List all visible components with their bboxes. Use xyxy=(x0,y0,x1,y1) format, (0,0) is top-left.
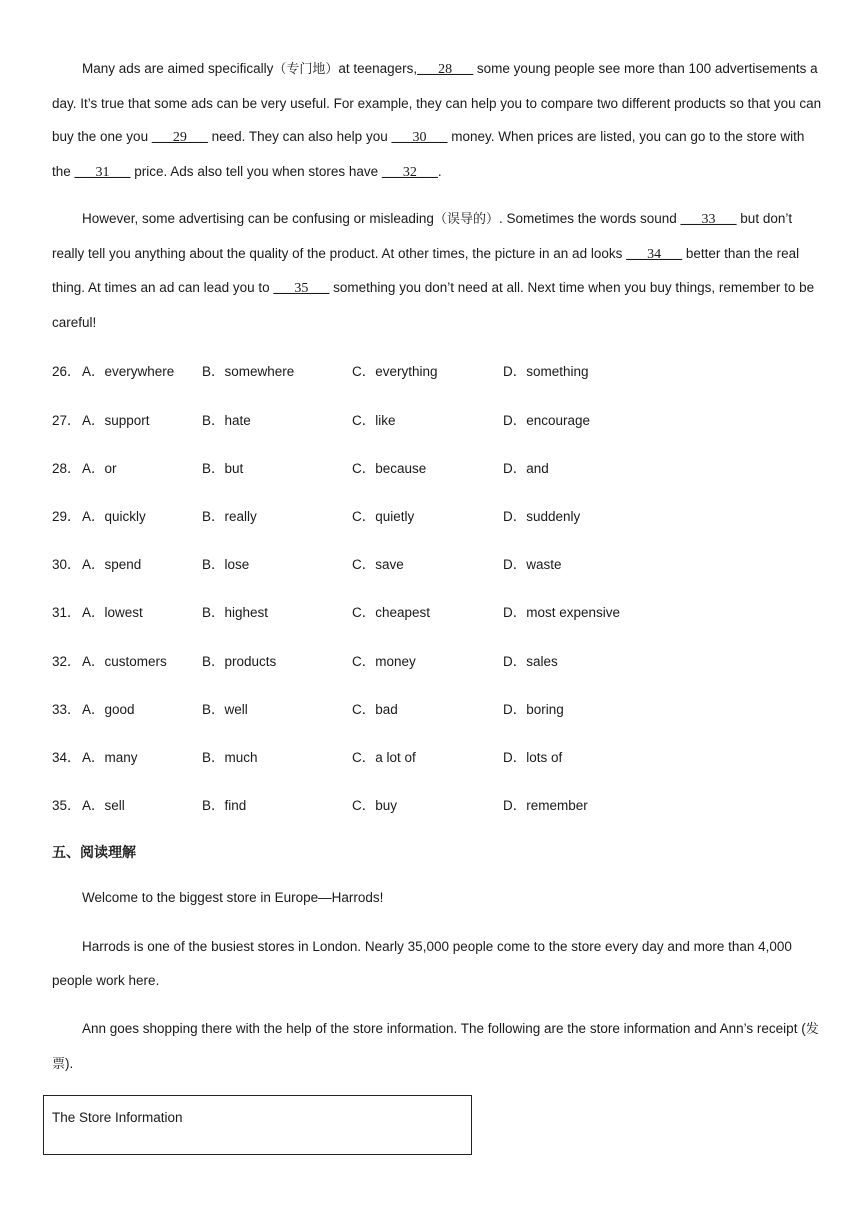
question-number: 28． xyxy=(52,461,81,476)
chinese-gloss: （误导的） xyxy=(433,212,499,227)
question-number: 27． xyxy=(52,413,81,428)
cloze-paragraph-2 xyxy=(52,202,822,339)
option-c: C．a lot of xyxy=(352,750,416,765)
section-title: 五、阅读理解 xyxy=(52,845,136,861)
question-number: 34． xyxy=(52,750,81,765)
option-d: D．waste xyxy=(503,557,562,572)
text-run: . Sometimes the words sound xyxy=(498,211,681,226)
option-b: B．find xyxy=(202,798,247,813)
option-d: D．lots of xyxy=(503,750,563,765)
text-run: some young people see more than 100 advertisements a day. It’s true that some ads can be very useful. For example, they can help you to compare two different products so that you can buy the one you xyxy=(52,61,822,144)
text-run: price. Ads also tell you when stores have xyxy=(130,163,382,179)
option-c: C．because xyxy=(352,461,427,476)
reading-paragraph-3 xyxy=(52,1012,822,1081)
question-row xyxy=(52,601,812,621)
option-b: B．products xyxy=(202,654,277,669)
option-c: C．quietly xyxy=(352,509,415,524)
store-information-box xyxy=(43,1095,472,1155)
question-row xyxy=(52,698,812,718)
chinese-gloss: （专门地） xyxy=(273,62,339,77)
question-row xyxy=(52,457,812,477)
text-run: better than the real thing. At times an ad can lead you to xyxy=(52,245,800,295)
option-b: B．hate xyxy=(202,413,251,428)
reading-intro-line: Welcome to the biggest store in Europe—Harrods! xyxy=(82,890,384,905)
option-c: C．like xyxy=(352,413,396,428)
option-a: A．everywhere xyxy=(82,364,175,379)
text-run: at teenagers, xyxy=(338,61,418,76)
question-row xyxy=(52,360,812,380)
blank-29: ___29___ xyxy=(151,130,208,145)
question-number: 33． xyxy=(52,702,81,717)
text-run: However, some advertising can be confusing or misleading xyxy=(82,211,434,226)
option-c: C．cheapest xyxy=(352,605,431,620)
blank-33: ___33___ xyxy=(680,212,737,227)
option-b: B．well xyxy=(202,702,248,717)
text-run: Many ads are aimed specifically xyxy=(82,61,274,76)
text-run: Ann goes shopping there with the help of the store information. The following are the store information and Ann’s receipt ( xyxy=(82,1021,806,1036)
question-number: 35． xyxy=(52,798,81,813)
option-a: A．quickly xyxy=(82,509,146,524)
question-row xyxy=(52,505,812,525)
option-b: B．much xyxy=(202,750,258,765)
text-run: . xyxy=(437,163,442,179)
blank-28: ___28___ xyxy=(417,62,474,77)
blank-34: ___34___ xyxy=(626,246,683,262)
option-c: C．bad xyxy=(352,702,398,717)
option-a: A．or xyxy=(82,461,117,476)
chinese-gloss: 发票 xyxy=(52,1022,819,1072)
option-d: D．most expensive xyxy=(503,605,621,620)
option-a: A．good xyxy=(82,702,135,717)
option-c: C．everything xyxy=(352,364,438,379)
question-row xyxy=(52,746,812,766)
option-a: A．spend xyxy=(82,557,142,572)
blank-35: ___35___ xyxy=(273,281,330,296)
option-b: B．somewhere xyxy=(202,364,295,379)
question-row xyxy=(52,794,812,814)
blank-32: ___32___ xyxy=(381,164,438,180)
option-c: C．save xyxy=(352,557,404,572)
text-run: money. When prices are listed, you can go to the store with the xyxy=(52,129,805,179)
question-number: 29． xyxy=(52,509,81,524)
blank-31: ___31___ xyxy=(74,164,131,180)
cloze-paragraph-1 xyxy=(52,52,822,189)
option-d: D．suddenly xyxy=(503,509,581,524)
reading-paragraph-2: Harrods is one of the busiest stores in London. Nearly 35,000 people come to the store every day and more than 4,000 people work here. xyxy=(52,939,792,988)
text-run: but don’t really tell you anything about the quality of the product. At other times, the picture in an ad looks xyxy=(52,211,793,261)
option-a: A．support xyxy=(82,413,150,428)
option-b: B．but xyxy=(202,461,244,476)
question-row xyxy=(52,553,812,573)
store-information-title: The Store Information xyxy=(52,1110,183,1125)
option-b: B．highest xyxy=(202,605,269,620)
question-number: 30． xyxy=(52,557,81,572)
text-run: something you don’t need at all. Next time when you buy things, remember to be careful! xyxy=(52,280,815,330)
option-d: D．and xyxy=(503,461,549,476)
question-number: 26． xyxy=(52,364,81,379)
option-c: C．buy xyxy=(352,798,398,813)
text-run: ). xyxy=(65,1055,74,1071)
option-d: D．encourage xyxy=(503,413,591,428)
option-a: A．many xyxy=(82,750,138,765)
question-number: 31． xyxy=(52,605,81,620)
option-d: D．remember xyxy=(503,798,588,813)
question-row xyxy=(52,409,812,429)
option-c: C．money xyxy=(352,654,416,669)
question-row xyxy=(52,650,812,670)
option-b: B．really xyxy=(202,509,257,524)
option-a: A．sell xyxy=(82,798,125,813)
option-b: B．lose xyxy=(202,557,250,572)
option-a: A．lowest xyxy=(82,605,143,620)
option-a: A．customers xyxy=(82,654,167,669)
option-d: D．something xyxy=(503,364,589,379)
option-d: D．sales xyxy=(503,654,558,669)
question-number: 32． xyxy=(52,654,81,669)
text-run: need. They can also help you xyxy=(207,129,392,144)
option-d: D．boring xyxy=(503,702,564,717)
blank-30: ___30___ xyxy=(391,130,448,145)
